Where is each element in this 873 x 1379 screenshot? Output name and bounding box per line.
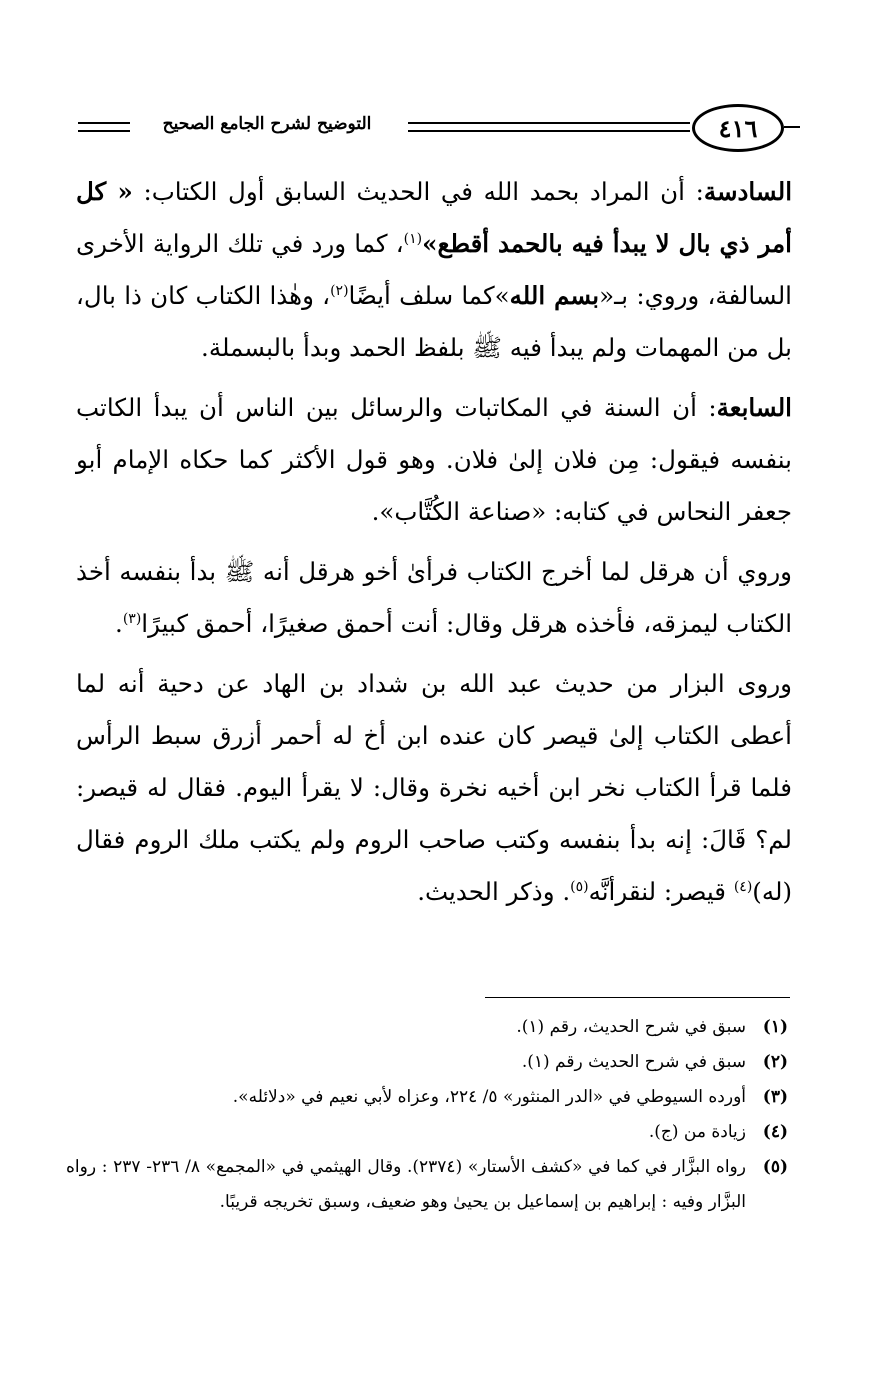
paragraph-text: قيصر: لنقرأنَّه (588, 877, 734, 906)
footnote-number: (٣) (762, 1087, 788, 1107)
footnote-marker[interactable]: (٥) (570, 878, 589, 895)
footnote-item (66, 1045, 788, 1080)
paragraph-text: وروي أن هرقل لما أخرج الكتاب فرأىٰ أخو هرقل أنه ﷺ بدأ بنفسه أخذ الكتاب ليمزقه، فأخذه هرقل وقال: أنت أحمق صغيرًا، أحمق كبيرًا (76, 557, 792, 638)
paragraph-text: . وذكر الحديث. (417, 877, 571, 906)
footnote-item (66, 1115, 788, 1150)
footnote-number: (٢) (762, 1052, 788, 1072)
header-rule-left-top (78, 122, 130, 124)
paragraph-keyword: السابعة (716, 393, 792, 422)
footnote-item (66, 1150, 788, 1220)
running-title: التوضيح لشرح الجامع الصحيح (132, 114, 402, 134)
footnote-marker[interactable]: (١) (403, 230, 423, 247)
footnote-text: سبق في شرح الحديث رقم (١). (521, 1052, 746, 1072)
footnote-number: (٥) (762, 1157, 788, 1177)
footnotes (66, 1010, 788, 1220)
header-rule-left-bottom (78, 130, 130, 132)
footnote-text: سبق في شرح الحديث، رقم (١). (516, 1017, 746, 1037)
footnote-text: رواه البزَّار في كما في «كشف الأستار» (٢٣٧٤). وقال الهيثمي في «المجمع» ٨/ ٢٣٦- ٢٣٧ : رواه البزَّار وفيه : إبراهيم بن إسماعيل بن يحيىٰ وهو ضعيف، وسبق تخريجه قريبًا. (66, 1157, 746, 1212)
paragraph-seventh (76, 382, 792, 538)
paragraph-bazzar (76, 658, 792, 918)
paragraph-sixth (76, 166, 792, 374)
paragraph-text: : أن السنة في المكاتبات والرسائل بين الناس أن يبدأ الكاتب بنفسه فيقول: مِن فلان إلىٰ فلان. وهو قول الأكثر كما حكاه الإمام أبو جعفر النحاس في كتابه: «صناعة الكُتَّاب». (76, 393, 792, 526)
footnote-number: (٤) (762, 1122, 788, 1142)
paragraph-keyword: السادسة (703, 177, 792, 206)
footnote-text: زيادة من (ج). (648, 1122, 746, 1142)
footnote-separator (485, 997, 790, 998)
footnote-marker[interactable]: (٤) (733, 878, 753, 895)
paragraph-text: »كما سلف أيضًا (348, 281, 510, 310)
page-header (70, 100, 800, 160)
footnote-marker[interactable]: (٢) (330, 282, 349, 299)
paragraph-text: ، كما ورد في تلك الرواية الأخرى السالفة، وروي: بـ« (76, 229, 792, 310)
footnote-marker[interactable]: (٣) (122, 610, 142, 627)
footnote-number: (١) (762, 1017, 788, 1037)
paragraph-text: وروى البزار من حديث عبد الله بن شداد بن الهاد عن دحية أنه لما أعطى الكتاب إلىٰ قيصر كان عنده ابن أخ له أحمر أزرق سبط الرأس فلما قرأ الكتاب نخر ابن أخيه نخرة وقال: لا يقرأ اليوم. فقال له قيصر: لم؟ قَالَ: إنه بدأ بنفسه وكتب صاحب الروم ولم يكتب ملك الروم فقال (له) (76, 669, 792, 906)
paragraph-text: ، وهٰذا الكتاب كان ذا بال، بل من المهمات ولم يبدأ فيه ﷺ بلفظ الحمد وبدأ بالبسملة. (76, 281, 792, 362)
footnote-text: أورده السيوطي في «الدر المنثور» ٥/ ٢٢٤، وعزاه لأبي نعيم في «دلائله». (232, 1087, 746, 1107)
main-text (76, 166, 792, 918)
hadith-quote: « كل أمر ذي بال لا يبدأ فيه بالحمد أقطع» (76, 177, 792, 258)
page-number: ٤١٦ (692, 104, 784, 152)
paragraph-heraclius (76, 546, 792, 650)
header-rule-right (784, 126, 800, 128)
footnote-item (66, 1080, 788, 1115)
header-rule-middle-bottom (408, 130, 690, 132)
paragraph-text: : أن المراد بحمد الله في الحديث السابق أول الكتاب: (143, 177, 704, 206)
basmala-quote: بسم الله (509, 281, 600, 310)
paragraph-text: . (115, 609, 123, 638)
footnote-item (66, 1010, 788, 1045)
header-rule-middle-top (408, 122, 690, 124)
